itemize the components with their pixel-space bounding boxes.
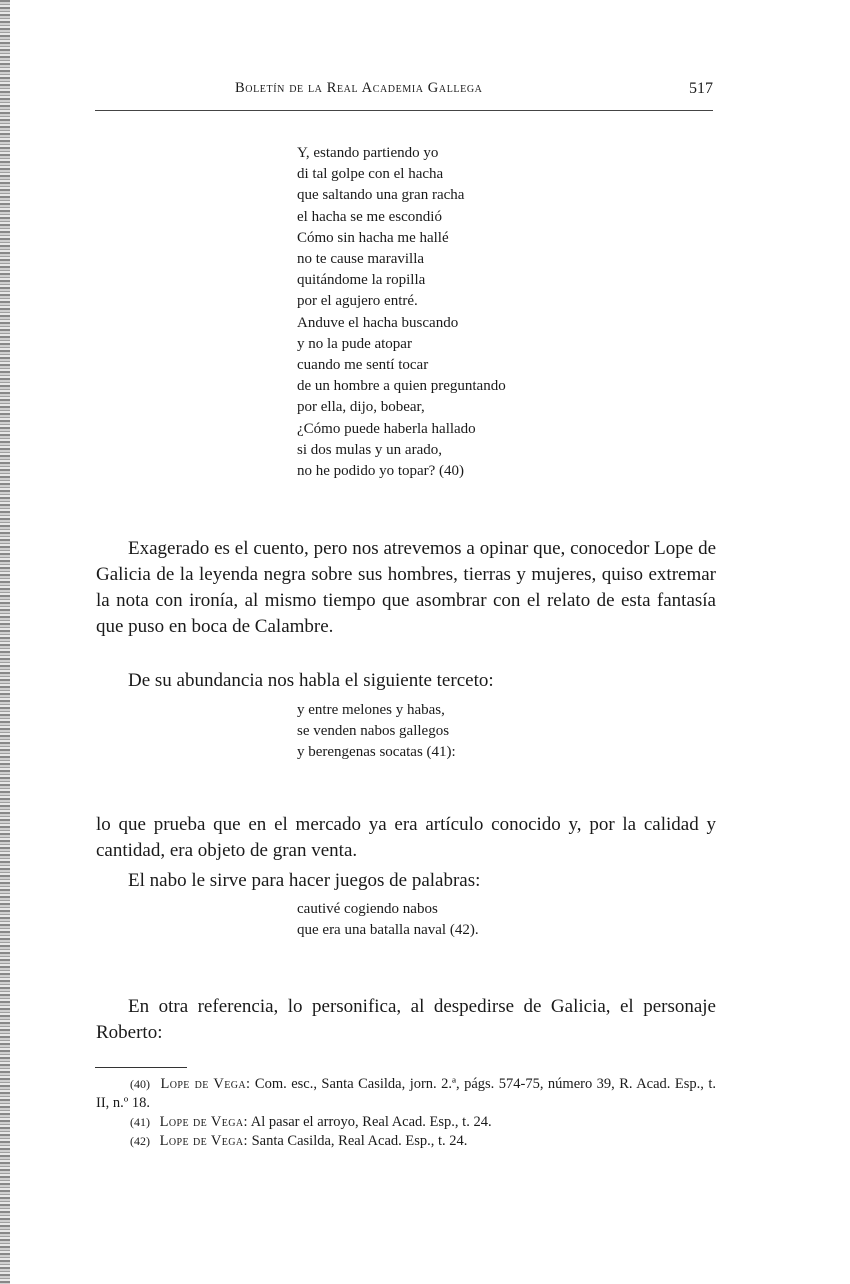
footnote-text: Santa Casilda, Real Acad. Esp., t. 24. — [247, 1133, 468, 1149]
running-title: Boletín de la Real Academia Gallega — [235, 80, 483, 96]
footnote — [96, 1132, 716, 1151]
verse-line: di tal golpe con el hacha — [297, 166, 444, 183]
verse-line: que era una batalla naval (42). — [297, 922, 479, 939]
page-header — [95, 78, 713, 108]
verse-block-3 — [297, 899, 479, 941]
footnote-number: (42) — [130, 1134, 150, 1148]
verse-line: cuando me sentí tocar — [297, 357, 429, 374]
footnote — [96, 1113, 716, 1132]
body-paragraph-1: Exagerado es el cuento, pero nos atrevemos a opinar que, conocedor Lope de Galicia de la leyenda negra sobre sus hombres, tierras y mujeres, quiso extremar la nota con ironía, al mismo tiempo que asombrar con el relato de esta fantasía que puso en boca de Calambre. — [96, 538, 716, 637]
footnote-text: Com. esc., Santa Casilda, jorn. 2.ª, págs. 574-75, número 39, R. Acad. Esp., t. II, n.º 18. — [96, 1076, 716, 1111]
footnote-number: (41) — [130, 1115, 150, 1129]
body-paragraph-5: En otra referencia, lo personifica, al despedirse de Galicia, el personaje Roberto: — [96, 996, 716, 1043]
footnote-author: Lope de Vega: — [160, 1076, 251, 1092]
verse-line: ¿Cómo puede haberla hallado — [297, 420, 476, 437]
verse-line: y entre melones y habas, — [297, 702, 445, 718]
header-rule — [95, 110, 713, 111]
verse-line: Y, estando partiendo yo — [297, 145, 439, 161]
verse-line: y no la pude atopar — [297, 335, 412, 352]
verse-block-1 — [297, 143, 506, 482]
verse-line: el hacha se me escondió — [297, 208, 442, 225]
body-paragraph-4: El nabo le sirve para hacer juegos de palabras: — [128, 870, 481, 891]
verse-line: por ella, dijo, bobear, — [297, 399, 425, 416]
verse-line: Cómo sin hacha me hallé — [297, 229, 449, 246]
verse-line: y berengenas socatas (41): — [297, 744, 456, 761]
verse-line: si dos mulas y un arado, — [297, 441, 442, 458]
footnote-author: Lope de Vega: — [159, 1114, 248, 1130]
verse-line: quitándome la ropilla — [297, 272, 426, 289]
verse-line: por el agujero entré. — [297, 293, 418, 310]
verse-line: cautivé cogiendo nabos — [297, 901, 438, 917]
verse-block-2 — [297, 700, 456, 764]
footnotes — [96, 1075, 716, 1151]
footnote-rule — [95, 1067, 187, 1068]
page-number: 517 — [689, 80, 713, 97]
verse-line: Anduve el hacha buscando — [297, 314, 459, 331]
verse-line: de un hombre a quien preguntando — [297, 378, 506, 395]
verse-line: que saltando una gran racha — [297, 187, 465, 204]
verse-line: se venden nabos gallegos — [297, 723, 450, 740]
footnote-text: Al pasar el arroyo, Real Acad. Esp., t. 24. — [247, 1114, 492, 1130]
footnote-author: Lope de Vega: — [159, 1133, 248, 1149]
footnote-number: (40) — [130, 1077, 150, 1091]
verse-line: no te cause maravilla — [297, 251, 425, 268]
footnote — [96, 1075, 716, 1113]
body-paragraph-3: lo que prueba que en el mercado ya era artículo conocido y, por la calidad y cantidad, era objeto de gran venta. — [96, 814, 716, 861]
body-paragraph-2: De su abundancia nos habla el siguiente terceto: — [128, 670, 494, 691]
verse-line: no he podido yo topar? (40) — [297, 463, 465, 480]
scanned-page-edge — [0, 0, 10, 1284]
